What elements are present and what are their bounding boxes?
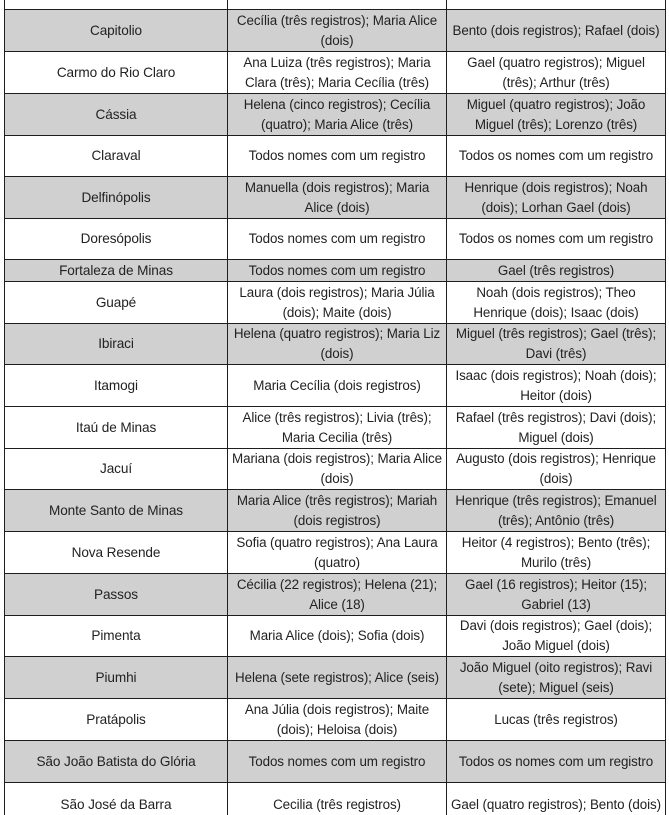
male-names-cell: João Miguel (oito registros); Ravi (sete); Miguel (seis): [447, 657, 666, 699]
female-names-cell: Sofia (quatro registros); Ana Laura (quatro): [228, 532, 447, 574]
male-names-cell: [447, 0, 666, 10]
male-names-cell: Miguel (quatro registros); João Miguel (três); Lorenzo (três): [447, 94, 666, 136]
male-names-cell: Davi (dois registros); Gael (dois); João Miguel (dois): [447, 616, 666, 657]
municipality-cell: Pratápolis: [5, 699, 228, 741]
table-row: [5, 783, 666, 815]
male-names-cell: Gael (quatro registros); Miguel (três); Arthur (três): [447, 52, 666, 94]
male-names-cell: Bento (dois registros); Rafael (dois): [447, 10, 666, 52]
municipality-cell: São João Batista do Glória: [5, 741, 228, 783]
table-row: [5, 282, 666, 324]
table-row: [5, 699, 666, 741]
table-row: [5, 741, 666, 783]
table-row: [5, 260, 666, 282]
male-names-cell: Todos os nomes com um registro: [447, 136, 666, 177]
municipality-cell: [5, 0, 228, 10]
male-names-cell: Gael (16 registros); Heitor (15); Gabriel (13): [447, 574, 666, 616]
table-row: [5, 52, 666, 94]
table-row: [5, 407, 666, 449]
table-row: [5, 657, 666, 699]
male-names-cell: Noah (dois registros); Theo Henrique (dois); Isaac (dois): [447, 282, 666, 324]
table-row: [5, 136, 666, 177]
male-names-cell: Augusto (dois registros); Henrique (dois): [447, 449, 666, 490]
table-row: [5, 449, 666, 490]
municipality-cell: Ibiraci: [5, 324, 228, 365]
municipality-cell: Carmo do Rio Claro: [5, 52, 228, 94]
male-names-cell: Gael (quatro registros); Bento (dois): [447, 783, 666, 815]
female-names-cell: Helena (quatro registros); Maria Liz (dois): [228, 324, 447, 365]
female-names-cell: Todos nomes com um registro: [228, 260, 447, 282]
male-names-cell: Henrique (dois registros); Noah (dois); Lorhan Gael (dois): [447, 177, 666, 219]
female-names-cell: Cecília (três registros); Maria Alice (dois): [228, 10, 447, 52]
municipality-cell: Cássia: [5, 94, 228, 136]
female-names-cell: Maria Alice (dois); Sofia (dois): [228, 616, 447, 657]
female-names-cell: Cecilia (três registros): [228, 783, 447, 815]
table-row: [5, 219, 666, 260]
municipality-cell: Nova Resende: [5, 532, 228, 574]
male-names-cell: Todos os nomes com um registro: [447, 741, 666, 783]
female-names-cell: Cécilia (22 registros); Helena (21); Alice (18): [228, 574, 447, 616]
male-names-cell: Todos os nomes com um registro: [447, 219, 666, 260]
municipality-cell: Itaú de Minas: [5, 407, 228, 449]
female-names-cell: Todos nomes com um registro: [228, 219, 447, 260]
municipality-cell: Fortaleza de Minas: [5, 260, 228, 282]
municipality-cell: Passos: [5, 574, 228, 616]
female-names-cell: Helena (sete registros); Alice (seis): [228, 657, 447, 699]
female-names-cell: Mariana (dois registros); Maria Alice (dois): [228, 449, 447, 490]
table-row: [5, 94, 666, 136]
municipality-cell: Pimenta: [5, 616, 228, 657]
municipality-cell: São José da Barra: [5, 783, 228, 815]
table-row: [5, 177, 666, 219]
municipality-cell: Jacuí: [5, 449, 228, 490]
female-names-cell: Manuella (dois registros); Maria Alice (dois): [228, 177, 447, 219]
municipality-cell: Delfinópolis: [5, 177, 228, 219]
municipality-cell: Doresópolis: [5, 219, 228, 260]
names-table-body: [5, 0, 666, 815]
table-row: [5, 490, 666, 532]
table-row: [5, 10, 666, 52]
male-names-cell: Lucas (três registros): [447, 699, 666, 741]
female-names-cell: Maria Cecília (dois registros): [228, 365, 447, 407]
male-names-cell: Heitor (4 registros); Bento (três); Murilo (três): [447, 532, 666, 574]
table-row: [5, 0, 666, 10]
female-names-cell: Maria Alice (três registros); Mariah (dois registros): [228, 490, 447, 532]
female-names-cell: [228, 0, 447, 10]
municipality-cell: Piumhi: [5, 657, 228, 699]
table-row: [5, 324, 666, 365]
female-names-cell: Ana Júlia (dois registros); Maite (dois); Heloisa (dois): [228, 699, 447, 741]
female-names-cell: Laura (dois registros); Maria Júlia (dois); Maite (dois): [228, 282, 447, 324]
table-row: [5, 616, 666, 657]
table-row: [5, 532, 666, 574]
male-names-cell: Miguel (três registros); Gael (três); Davi (três): [447, 324, 666, 365]
municipality-cell: Claraval: [5, 136, 228, 177]
table-row: [5, 365, 666, 407]
female-names-cell: Ana Luiza (três registros); Maria Clara (três); Maria Cecília (três): [228, 52, 447, 94]
female-names-cell: Todos nomes com um registro: [228, 741, 447, 783]
municipality-cell: Monte Santo de Minas: [5, 490, 228, 532]
female-names-cell: Helena (cinco registros); Cecília (quatro); Maria Alice (três): [228, 94, 447, 136]
municipality-cell: Guapé: [5, 282, 228, 324]
municipality-cell: Itamogi: [5, 365, 228, 407]
male-names-cell: Gael (três registros): [447, 260, 666, 282]
male-names-cell: Henrique (três registros); Emanuel (três); Antônio (três): [447, 490, 666, 532]
names-table: [4, 0, 666, 815]
male-names-cell: Rafael (três registros); Davi (dois); Miguel (dois): [447, 407, 666, 449]
female-names-cell: Alice (três registros); Livia (três); Maria Cecilia (três): [228, 407, 447, 449]
male-names-cell: Isaac (dois registros); Noah (dois); Heitor (dois): [447, 365, 666, 407]
female-names-cell: Todos nomes com um registro: [228, 136, 447, 177]
municipality-cell: Capitolio: [5, 10, 228, 52]
table-row: [5, 574, 666, 616]
